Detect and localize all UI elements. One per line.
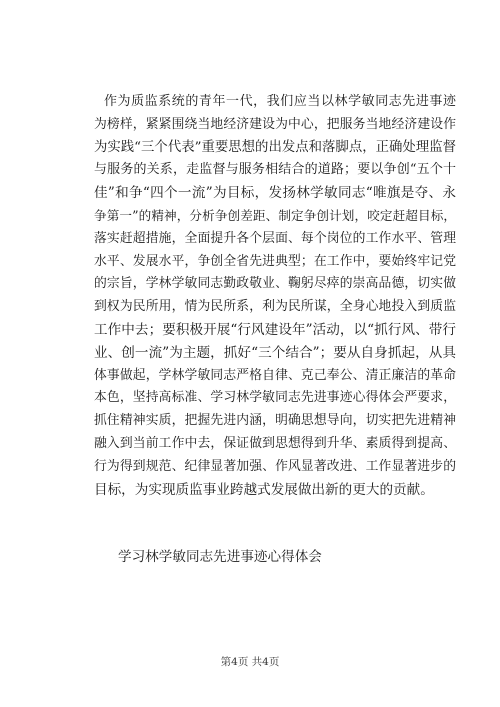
paragraph-line: 与服务的关系，走监督与服务相结合的道路；要以争创“五个十 bbox=[94, 162, 456, 178]
paragraph-line: 目标，为实现质监事业跨越式发展做出新的更大的贡献。 bbox=[94, 481, 434, 498]
paragraph-line: 工作中去；要积极开展“行风建设年”活动，以“抓行风、带行 bbox=[94, 321, 456, 338]
page-number-footer: 第4页 共4页 bbox=[220, 656, 280, 668]
body-paragraph bbox=[94, 91, 456, 501]
paragraph-line: 行为得到规范、纪律显著加强、作风显著改进、工作显著进步的 bbox=[94, 458, 456, 474]
paragraph-line: 本色，坚持高标准、学习林学敏同志先进事迹心得体会严要求， bbox=[94, 390, 456, 406]
document-title-line: 学习林学敏同志先进事迹心得体会 bbox=[118, 549, 322, 565]
paragraph-line: 融入到当前工作中去，保证做到思想得到升华、素质得到提高、 bbox=[94, 435, 456, 451]
paragraph-line: 体事做起，学林学敏同志严格自律、克己奉公、清正廉洁的革命 bbox=[94, 367, 456, 383]
paragraph-line: 为榜样，紧紧围绕当地经济建设为中心，把服务当地经济建设作 bbox=[94, 116, 456, 132]
paragraph-line: 到权为民所用，情为民所系，利为民所谋，全身心地投入到质监 bbox=[94, 299, 456, 315]
paragraph-line: 落实赶超措施，全面提升各个层面、每个岗位的工作水平、管理 bbox=[94, 230, 456, 246]
paragraph-line: 业、创一流”为主题，抓好“三个结合”；要从自身抓起，从具 bbox=[94, 344, 456, 361]
paragraph-line: 的宗旨，学林学敏同志勤政敬业、鞠躬尽瘁的崇高品德，切实做 bbox=[94, 276, 456, 292]
paragraph-line: 抓住精神实质，把握先进内涵，明确思想导向，切实把先进精神 bbox=[94, 413, 456, 429]
paragraph-line: 作为质监系统的青年一代，我们应当以林学敏同志先进事迹 bbox=[104, 94, 456, 109]
paragraph-line: 争第一”的精神，分析争创差距、制定争创计划，咬定赶超目标， bbox=[94, 207, 456, 223]
paragraph-line: 为实践“三个代表”重要思想的出发点和落脚点，正确处理监督 bbox=[94, 139, 456, 155]
paragraph-line: 水平、发展水平，争创全省先进典型；在工作中，要始终牢记党 bbox=[94, 253, 456, 269]
paragraph-line: 佳”和争“四个一流”为目标，发扬林学敏同志“唯旗是夺、永 bbox=[94, 185, 456, 202]
